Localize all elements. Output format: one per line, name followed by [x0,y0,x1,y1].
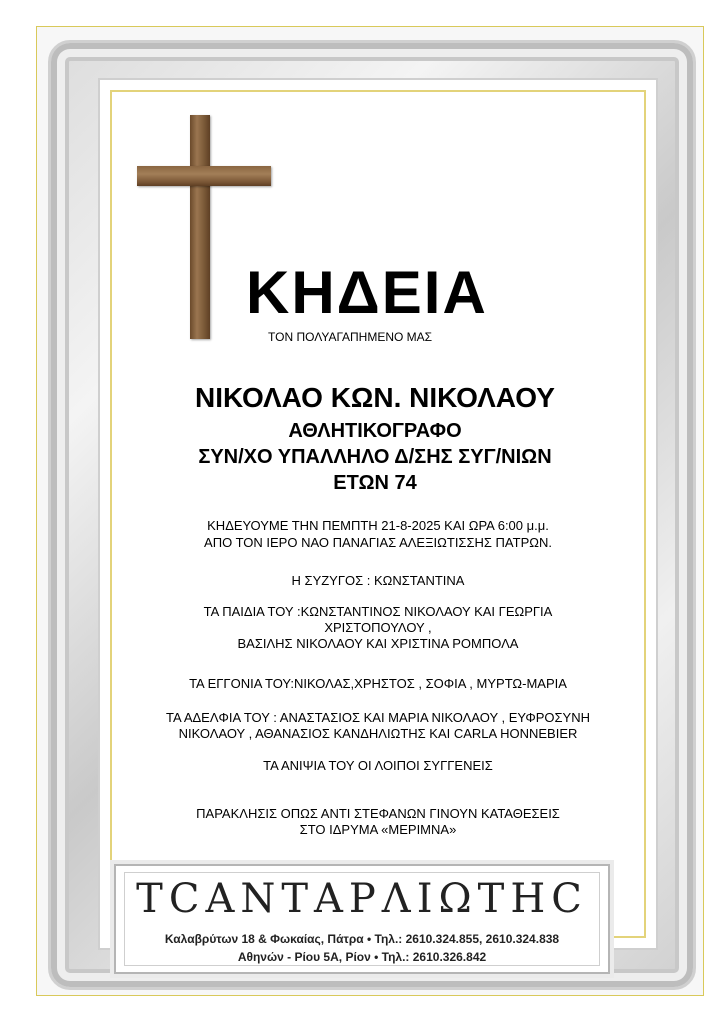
deceased-profession: ΑΘΛΗΤΙΚΟΓΡΑΦΟ [288,420,462,442]
funeral-time: ΚΗΔΕΥΟΥΜΕ ΤΗΝ ΠΕΜΠΤΗ 21-8-2025 ΚΑΙ ΩΡΑ 6:00 μ.μ. [207,518,549,533]
siblings-line-2: ΝΙΚΟΛΑΟΥ , ΑΘΑΝΑΣΙΟΣ ΚΑΝΔΗΛΙΩΤΗΣ ΚΑΙ CARLA HONNEBIER [178,726,578,741]
funeral-home-address-2: Αθηνών - Ρίου 5Α, Ρίον • Τηλ.: 2610.326.842 [237,950,487,964]
request-line-1: ΠΑΡΑΚΛΗΣΙΣ ΟΠΩΣ ΑΝΤΙ ΣΤΕΦΑΝΩΝ ΓΙΝΟΥΝ ΚΑΤΑΘΕΣΕΙΣ [196,806,560,821]
children-line-3: ΒΑΣΙΛΗΣ ΝΙΚΟΛΑΟΥ ΚΑΙ ΧΡΙΣΤΙΝΑ ΡΟΜΠΟΛΑ [237,636,519,651]
funeral-home-address-1: Καλαβρύτων 18 & Φωκαίας, Πάτρα • Τηλ.: 2610.324.855, 2610.324.838 [164,932,560,946]
siblings-line-1: ΤΑ ΑΔΕΛΦΙΑ ΤΟΥ : ΑΝΑΣΤΑΣΙΟΣ ΚΑΙ ΜΑΡΙΑ ΝΙΚΟΛΑΟΥ , ΕΥΦΡΟΣΥΝΗ [166,710,590,725]
funeral-home-logo: ΤCΑΝΤΑΡΛΙΩΤΗC [136,876,588,922]
funeral-place: ΑΠΟ ΤΟΝ ΙΕΡΟ ΝΑΟ ΠΑΝΑΓΙΑΣ ΑΛΕΞΙΩΤΙΣΣΗΣ ΠΑΤΡΩΝ. [204,535,552,550]
deceased-role: ΣΥΝ/ΧΟ ΥΠΑΛΛΗΛΟ Δ/ΣΗΣ ΣΥΓ/ΝΙΩΝ [198,446,552,468]
children-line-1: ΤΑ ΠΑΙΔΙΑ ΤΟΥ :ΚΩΝΣΤΑΝΤΙΝΟΣ ΝΙΚΟΛΑΟΥ ΚΑΙ ΓΕΩΡΓΙΑ [203,604,553,619]
nephews-line: ΤΑ ΑΝΙΨΙΑ ΤΟΥ ΟΙ ΛΟΙΠΟΙ ΣΥΓΓΕΝΕΙΣ [263,758,493,773]
funeral-home-box [114,864,610,974]
children-line-2: ΧΡΙΣΤΟΠΟΥΛΟΥ , [324,620,432,635]
deceased-name: ΝΙΚΟΛΑΟ ΚΩΝ. ΝΙΚΟΛΑΟΥ [195,382,555,413]
notice-subtitle: ΤΟΝ ΠΟΛΥΑΓΑΠΗΜΕΝΟ ΜΑΣ [268,330,433,344]
request-line-2: ΣΤΟ ΙΔΡΥΜΑ «ΜΕΡΙΜΝΑ» [299,822,457,837]
grandchildren-line: ΤΑ ΕΓΓΟΝΙΑ ΤΟΥ:ΝΙΚΟΛΑΣ,ΧΡΗΣΤΟΣ , ΣΟΦΙΑ , ΜΥΡΤΩ-ΜΑΡΙΑ [189,676,567,691]
notice-heading: ΚΗΔΕΙΑ [246,259,488,326]
spouse-line: Η ΣΥΖΥΓΟΣ : ΚΩΝΣΤΑΝΤΙΝΑ [291,573,465,588]
deceased-age: ΕΤΩΝ 74 [333,472,417,494]
